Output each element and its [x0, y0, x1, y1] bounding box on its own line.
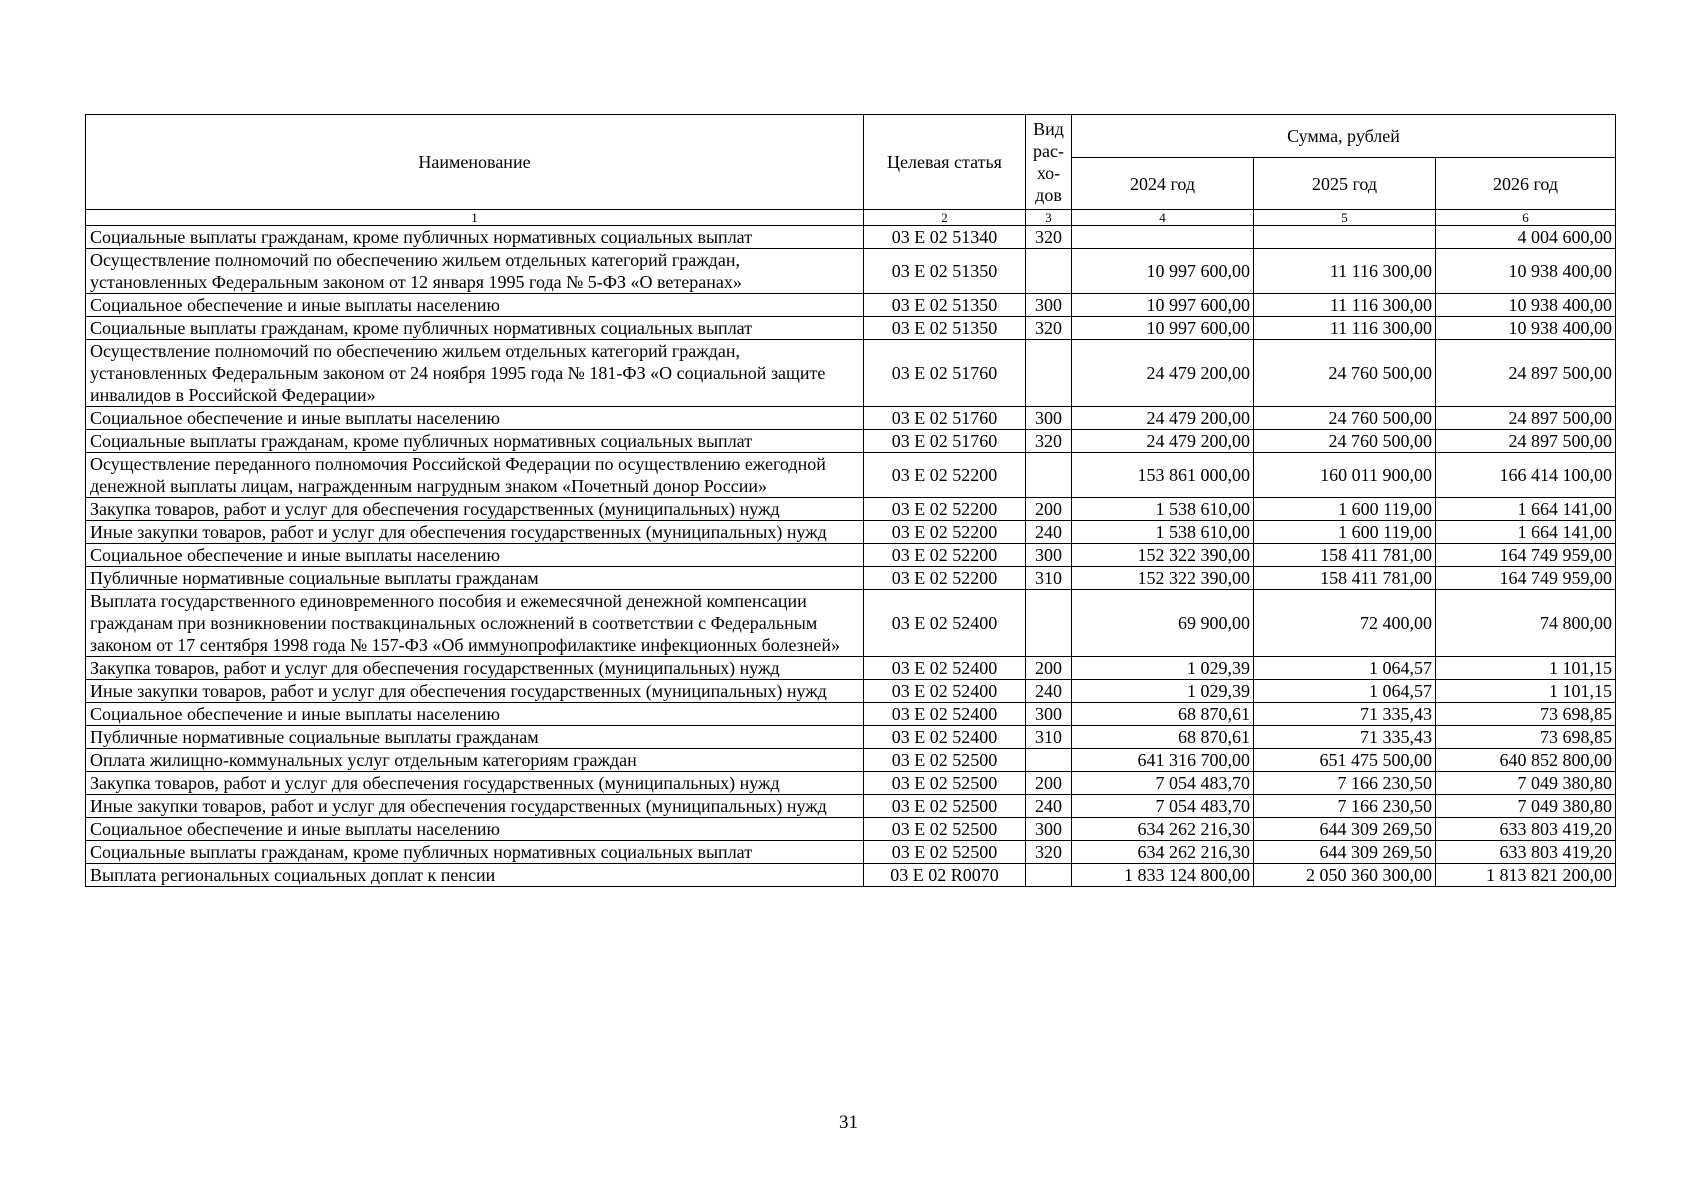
- row-name: Социальные выплаты гражданам, кроме публичных нормативных социальных выплат: [86, 226, 864, 249]
- row-target-article: 03 Е 02 52200: [864, 521, 1026, 544]
- row-target-article: 03 Е 02 52500: [864, 749, 1026, 772]
- row-amount-2026: 164 749 959,00: [1436, 567, 1616, 590]
- table-row: [86, 680, 1616, 703]
- row-amount-2024: 10 997 600,00: [1072, 294, 1254, 317]
- budget-table: [85, 114, 1616, 887]
- row-amount-2026: 24 897 500,00: [1436, 430, 1616, 453]
- row-target-article: 03 Е 02 52400: [864, 657, 1026, 680]
- row-amount-2025: 644 309 269,50: [1254, 841, 1436, 864]
- column-number: 4: [1072, 210, 1254, 226]
- row-amount-2025: 651 475 500,00: [1254, 749, 1436, 772]
- row-amount-2025: 158 411 781,00: [1254, 567, 1436, 590]
- row-name: Социальное обеспечение и иные выплаты населению: [86, 294, 864, 317]
- row-amount-2024: 7 054 483,70: [1072, 772, 1254, 795]
- row-target-article: 03 Е 02 52200: [864, 453, 1026, 498]
- row-amount-2025: 24 760 500,00: [1254, 340, 1436, 407]
- table-row: [86, 340, 1616, 407]
- row-expense-kind: 240: [1026, 795, 1072, 818]
- row-amount-2025: 644 309 269,50: [1254, 818, 1436, 841]
- row-target-article: 03 Е 02 52500: [864, 795, 1026, 818]
- row-amount-2025: 1 600 119,00: [1254, 521, 1436, 544]
- row-amount-2026: 10 938 400,00: [1436, 317, 1616, 340]
- row-expense-kind: [1026, 340, 1072, 407]
- table-row: [86, 590, 1616, 657]
- row-amount-2025: 158 411 781,00: [1254, 544, 1436, 567]
- row-name: Осуществление полномочий по обеспечению жильем отдельных категорий граждан, установленных Федеральным законом от 12 января 1995 года № 5-ФЗ «О ветеранах»: [86, 249, 864, 294]
- table-row: [86, 841, 1616, 864]
- row-amount-2026: 1 664 141,00: [1436, 521, 1616, 544]
- row-amount-2024: 152 322 390,00: [1072, 544, 1254, 567]
- row-amount-2025: 11 116 300,00: [1254, 294, 1436, 317]
- table-row: [86, 657, 1616, 680]
- row-amount-2024: 7 054 483,70: [1072, 795, 1254, 818]
- row-amount-2026: 633 803 419,20: [1436, 818, 1616, 841]
- page-number: 31: [839, 1112, 858, 1133]
- table-row: [86, 249, 1616, 294]
- row-amount-2024: 69 900,00: [1072, 590, 1254, 657]
- row-amount-2025: 71 335,43: [1254, 726, 1436, 749]
- row-amount-2025: 24 760 500,00: [1254, 430, 1436, 453]
- row-amount-2026: 24 897 500,00: [1436, 407, 1616, 430]
- row-target-article: 03 Е 02 52200: [864, 567, 1026, 590]
- row-expense-kind: 200: [1026, 772, 1072, 795]
- table-row: [86, 430, 1616, 453]
- row-amount-2025: 160 011 900,00: [1254, 453, 1436, 498]
- row-amount-2025: 7 166 230,50: [1254, 772, 1436, 795]
- table-row: [86, 567, 1616, 590]
- row-name: Оплата жилищно-коммунальных услуг отдельным категориям граждан: [86, 749, 864, 772]
- row-amount-2024: 634 262 216,30: [1072, 841, 1254, 864]
- row-expense-kind: 300: [1026, 294, 1072, 317]
- row-amount-2024: 634 262 216,30: [1072, 818, 1254, 841]
- row-amount-2026: 633 803 419,20: [1436, 841, 1616, 864]
- row-amount-2025: 7 166 230,50: [1254, 795, 1436, 818]
- header-target-article: Целевая статья: [864, 115, 1026, 210]
- row-expense-kind: 320: [1026, 317, 1072, 340]
- row-target-article: 03 Е 02 52200: [864, 544, 1026, 567]
- row-target-article: 03 Е 02 51350: [864, 317, 1026, 340]
- row-amount-2025: 1 064,57: [1254, 657, 1436, 680]
- row-expense-kind: 200: [1026, 498, 1072, 521]
- table-row: [86, 407, 1616, 430]
- row-amount-2024: 1 538 610,00: [1072, 521, 1254, 544]
- table-row: [86, 864, 1616, 887]
- table-body: [86, 226, 1616, 887]
- row-target-article: 03 Е 02 52400: [864, 590, 1026, 657]
- row-name: Осуществление полномочий по обеспечению жильем отдельных категорий граждан, установленных Федеральным законом от 24 ноября 1995 года № 181-ФЗ «О социальной защите инвалидов в Российской Федерации»: [86, 340, 864, 407]
- row-target-article: 03 Е 02 52500: [864, 841, 1026, 864]
- column-number: 3: [1026, 210, 1072, 226]
- row-amount-2026: 640 852 800,00: [1436, 749, 1616, 772]
- row-amount-2026: 7 049 380,80: [1436, 772, 1616, 795]
- row-name: Социальные выплаты гражданам, кроме публичных нормативных социальных выплат: [86, 841, 864, 864]
- row-target-article: 03 Е 02 R0070: [864, 864, 1026, 887]
- row-expense-kind: 320: [1026, 841, 1072, 864]
- row-amount-2024: 153 861 000,00: [1072, 453, 1254, 498]
- table-row: [86, 453, 1616, 498]
- row-amount-2024: 1 029,39: [1072, 680, 1254, 703]
- row-amount-2026: 10 938 400,00: [1436, 294, 1616, 317]
- table-row: [86, 294, 1616, 317]
- table-row: [86, 226, 1616, 249]
- row-target-article: 03 Е 02 52500: [864, 772, 1026, 795]
- row-amount-2024: 1 538 610,00: [1072, 498, 1254, 521]
- row-amount-2026: 4 004 600,00: [1436, 226, 1616, 249]
- row-name: Иные закупки товаров, работ и услуг для обеспечения государственных (муниципальных) нужд: [86, 521, 864, 544]
- row-amount-2025: 71 335,43: [1254, 703, 1436, 726]
- row-expense-kind: 240: [1026, 521, 1072, 544]
- header-name: Наименование: [86, 115, 864, 210]
- table-row: [86, 521, 1616, 544]
- row-name: Социальное обеспечение и иные выплаты населению: [86, 407, 864, 430]
- row-amount-2024: 1 029,39: [1072, 657, 1254, 680]
- row-amount-2026: 74 800,00: [1436, 590, 1616, 657]
- row-name: Иные закупки товаров, работ и услуг для обеспечения государственных (муниципальных) нужд: [86, 680, 864, 703]
- row-name: Социальное обеспечение и иные выплаты населению: [86, 818, 864, 841]
- table-row: [86, 703, 1616, 726]
- row-amount-2024: 24 479 200,00: [1072, 430, 1254, 453]
- row-amount-2026: 166 414 100,00: [1436, 453, 1616, 498]
- row-target-article: 03 Е 02 52400: [864, 703, 1026, 726]
- table-row: [86, 317, 1616, 340]
- row-amount-2026: 73 698,85: [1436, 703, 1616, 726]
- row-expense-kind: [1026, 453, 1072, 498]
- row-name: Публичные нормативные социальные выплаты гражданам: [86, 726, 864, 749]
- row-name: Закупка товаров, работ и услуг для обеспечения государственных (муниципальных) нужд: [86, 657, 864, 680]
- row-expense-kind: 200: [1026, 657, 1072, 680]
- row-name: Социальные выплаты гражданам, кроме публичных нормативных социальных выплат: [86, 430, 864, 453]
- row-amount-2024: 10 997 600,00: [1072, 249, 1254, 294]
- row-target-article: 03 Е 02 52500: [864, 818, 1026, 841]
- row-amount-2026: 10 938 400,00: [1436, 249, 1616, 294]
- row-amount-2024: [1072, 226, 1254, 249]
- row-amount-2026: 24 897 500,00: [1436, 340, 1616, 407]
- row-expense-kind: 310: [1026, 567, 1072, 590]
- header-sum: Сумма, рублей: [1072, 115, 1616, 158]
- table-row: [86, 818, 1616, 841]
- row-name: Выплата региональных социальных доплат к пенсии: [86, 864, 864, 887]
- row-amount-2025: 72 400,00: [1254, 590, 1436, 657]
- row-amount-2024: 10 997 600,00: [1072, 317, 1254, 340]
- row-amount-2026: 73 698,85: [1436, 726, 1616, 749]
- row-amount-2026: 7 049 380,80: [1436, 795, 1616, 818]
- header-year-2025: 2025 год: [1254, 158, 1436, 210]
- row-expense-kind: 320: [1026, 226, 1072, 249]
- row-target-article: 03 Е 02 52200: [864, 498, 1026, 521]
- column-number: 1: [86, 210, 864, 226]
- row-expense-kind: [1026, 749, 1072, 772]
- row-amount-2025: 11 116 300,00: [1254, 317, 1436, 340]
- column-number: 5: [1254, 210, 1436, 226]
- row-amount-2025: 1 600 119,00: [1254, 498, 1436, 521]
- row-name: Социальные выплаты гражданам, кроме публичных нормативных социальных выплат: [86, 317, 864, 340]
- row-target-article: 03 Е 02 51760: [864, 430, 1026, 453]
- row-expense-kind: 320: [1026, 430, 1072, 453]
- row-target-article: 03 Е 02 52400: [864, 726, 1026, 749]
- row-amount-2026: 164 749 959,00: [1436, 544, 1616, 567]
- row-amount-2025: 1 064,57: [1254, 680, 1436, 703]
- row-expense-kind: 300: [1026, 818, 1072, 841]
- row-name: Социальное обеспечение и иные выплаты населению: [86, 703, 864, 726]
- row-expense-kind: 310: [1026, 726, 1072, 749]
- table-row: [86, 795, 1616, 818]
- header-year-2024: 2024 год: [1072, 158, 1254, 210]
- row-amount-2026: 1 101,15: [1436, 680, 1616, 703]
- row-target-article: 03 Е 02 51350: [864, 249, 1026, 294]
- row-amount-2025: [1254, 226, 1436, 249]
- row-name: Закупка товаров, работ и услуг для обеспечения государственных (муниципальных) нужд: [86, 772, 864, 795]
- row-amount-2024: 152 322 390,00: [1072, 567, 1254, 590]
- table-row: [86, 749, 1616, 772]
- row-amount-2024: 68 870,61: [1072, 726, 1254, 749]
- table-row: [86, 498, 1616, 521]
- row-target-article: 03 Е 02 51340: [864, 226, 1026, 249]
- table-row: [86, 772, 1616, 795]
- row-amount-2024: 641 316 700,00: [1072, 749, 1254, 772]
- column-number-row: [86, 210, 1616, 226]
- row-amount-2024: 68 870,61: [1072, 703, 1254, 726]
- row-amount-2025: 2 050 360 300,00: [1254, 864, 1436, 887]
- row-name: Публичные нормативные социальные выплаты гражданам: [86, 567, 864, 590]
- row-target-article: 03 Е 02 51760: [864, 340, 1026, 407]
- column-number: 2: [864, 210, 1026, 226]
- table-row: [86, 544, 1616, 567]
- row-target-article: 03 Е 02 51350: [864, 294, 1026, 317]
- row-name: Закупка товаров, работ и услуг для обеспечения государственных (муниципальных) нужд: [86, 498, 864, 521]
- row-name: Иные закупки товаров, работ и услуг для обеспечения государственных (муниципальных) нужд: [86, 795, 864, 818]
- row-expense-kind: [1026, 864, 1072, 887]
- row-amount-2024: 24 479 200,00: [1072, 340, 1254, 407]
- header-year-2026: 2026 год: [1436, 158, 1616, 210]
- row-amount-2026: 1 813 821 200,00: [1436, 864, 1616, 887]
- row-target-article: 03 Е 02 51760: [864, 407, 1026, 430]
- row-amount-2025: 11 116 300,00: [1254, 249, 1436, 294]
- row-expense-kind: 240: [1026, 680, 1072, 703]
- row-expense-kind: 300: [1026, 407, 1072, 430]
- row-name: Осуществление переданного полномочия Российской Федерации по осуществлению ежегодной денежной выплаты лицам, награжденным нагрудным знаком «Почетный донор России»: [86, 453, 864, 498]
- row-target-article: 03 Е 02 52400: [864, 680, 1026, 703]
- row-amount-2024: 24 479 200,00: [1072, 407, 1254, 430]
- row-name: Выплата государственного единовременного пособия и ежемесячной денежной компенсации гражданам при возникновении поствакцинальных осложнений в соответствии с Федеральным законом от 17 сентября 1998 года № 157-ФЗ «Об иммунопрофилактике инфекционных болезней»: [86, 590, 864, 657]
- row-amount-2026: 1 664 141,00: [1436, 498, 1616, 521]
- row-expense-kind: [1026, 590, 1072, 657]
- row-name: Социальное обеспечение и иные выплаты населению: [86, 544, 864, 567]
- table-row: [86, 726, 1616, 749]
- row-expense-kind: [1026, 249, 1072, 294]
- row-amount-2026: 1 101,15: [1436, 657, 1616, 680]
- column-number: 6: [1436, 210, 1616, 226]
- row-amount-2024: 1 833 124 800,00: [1072, 864, 1254, 887]
- row-expense-kind: 300: [1026, 703, 1072, 726]
- row-amount-2025: 24 760 500,00: [1254, 407, 1436, 430]
- header-expense-kind: Вид рас-хо-дов: [1026, 115, 1072, 210]
- row-expense-kind: 300: [1026, 544, 1072, 567]
